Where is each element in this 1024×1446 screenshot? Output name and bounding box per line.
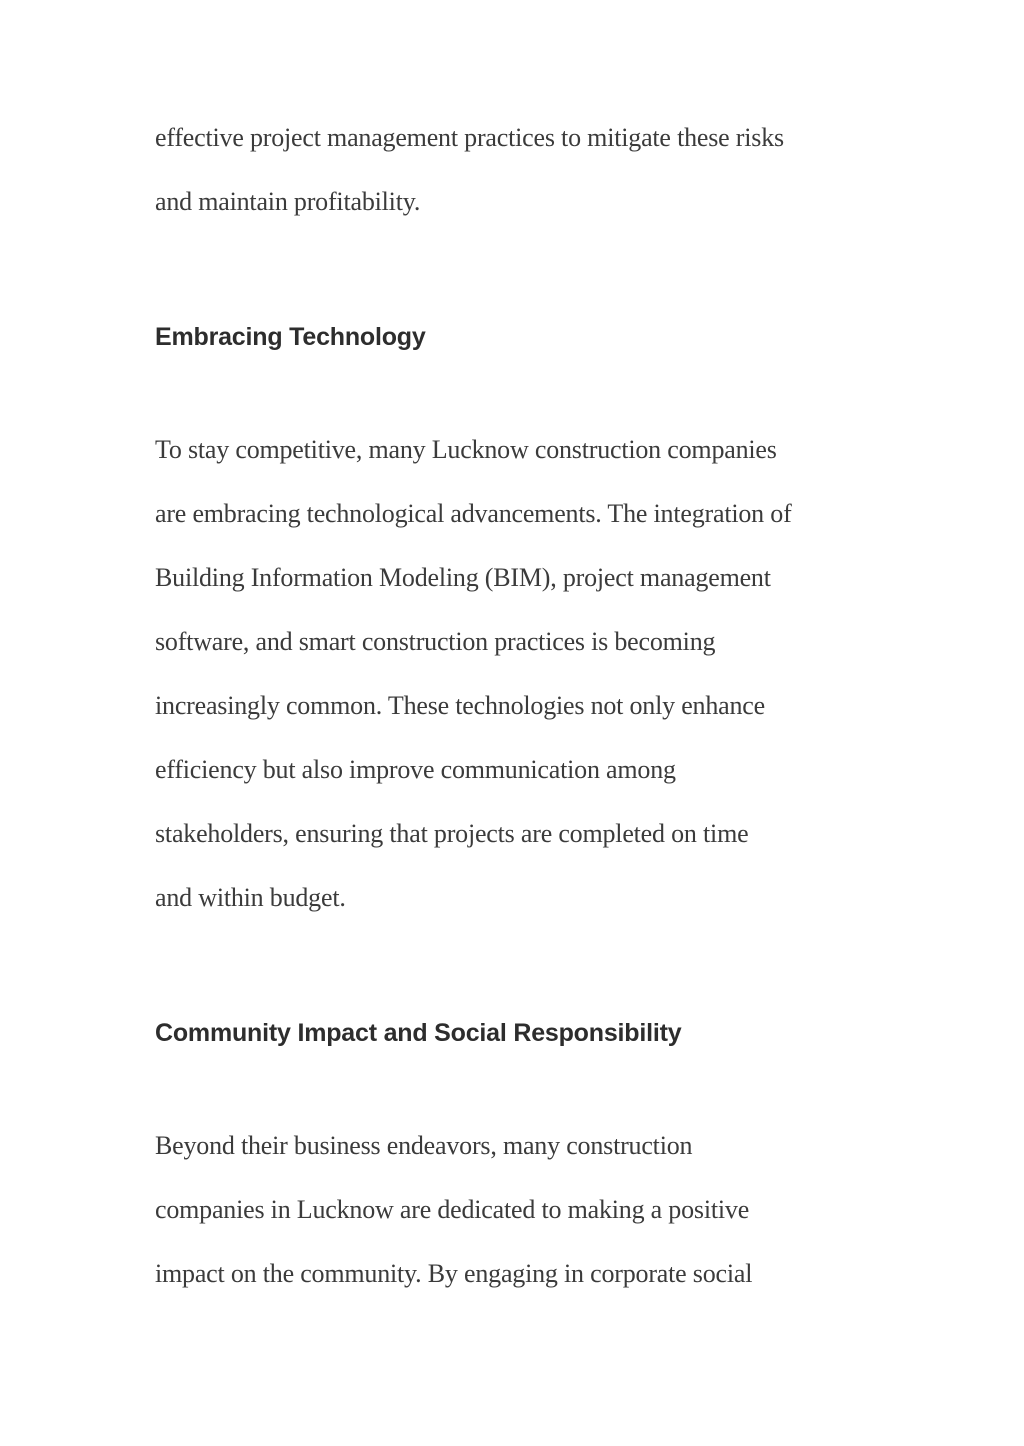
paragraph-community: [155, 1114, 874, 1306]
text-line: To stay competitive, many Lucknow construction companies: [155, 435, 777, 464]
heading-community-impact: Community Impact and Social Responsibility: [155, 1019, 682, 1047]
text-line: and maintain profitability.: [155, 187, 421, 216]
text-line: are embracing technological advancements. The integration of: [155, 499, 792, 528]
paragraph-risk-management: [155, 106, 874, 234]
text-line: effective project management practices to mitigate these risks: [155, 123, 784, 152]
text-line: impact on the community. By engaging in corporate social: [155, 1259, 753, 1288]
paragraph-technology: [155, 418, 874, 930]
text-line: stakeholders, ensuring that projects are completed on time: [155, 819, 749, 848]
text-line: Beyond their business endeavors, many construction: [155, 1131, 693, 1160]
text-line: companies in Lucknow are dedicated to making a positive: [155, 1195, 750, 1224]
text-line: increasingly common. These technologies not only enhance: [155, 691, 765, 720]
heading-embracing-technology: Embracing Technology: [155, 323, 426, 351]
text-line: software, and smart construction practices is becoming: [155, 627, 716, 656]
text-line: Building Information Modeling (BIM), project management: [155, 563, 771, 592]
text-line: and within budget.: [155, 883, 346, 912]
text-line: efficiency but also improve communication among: [155, 755, 676, 784]
